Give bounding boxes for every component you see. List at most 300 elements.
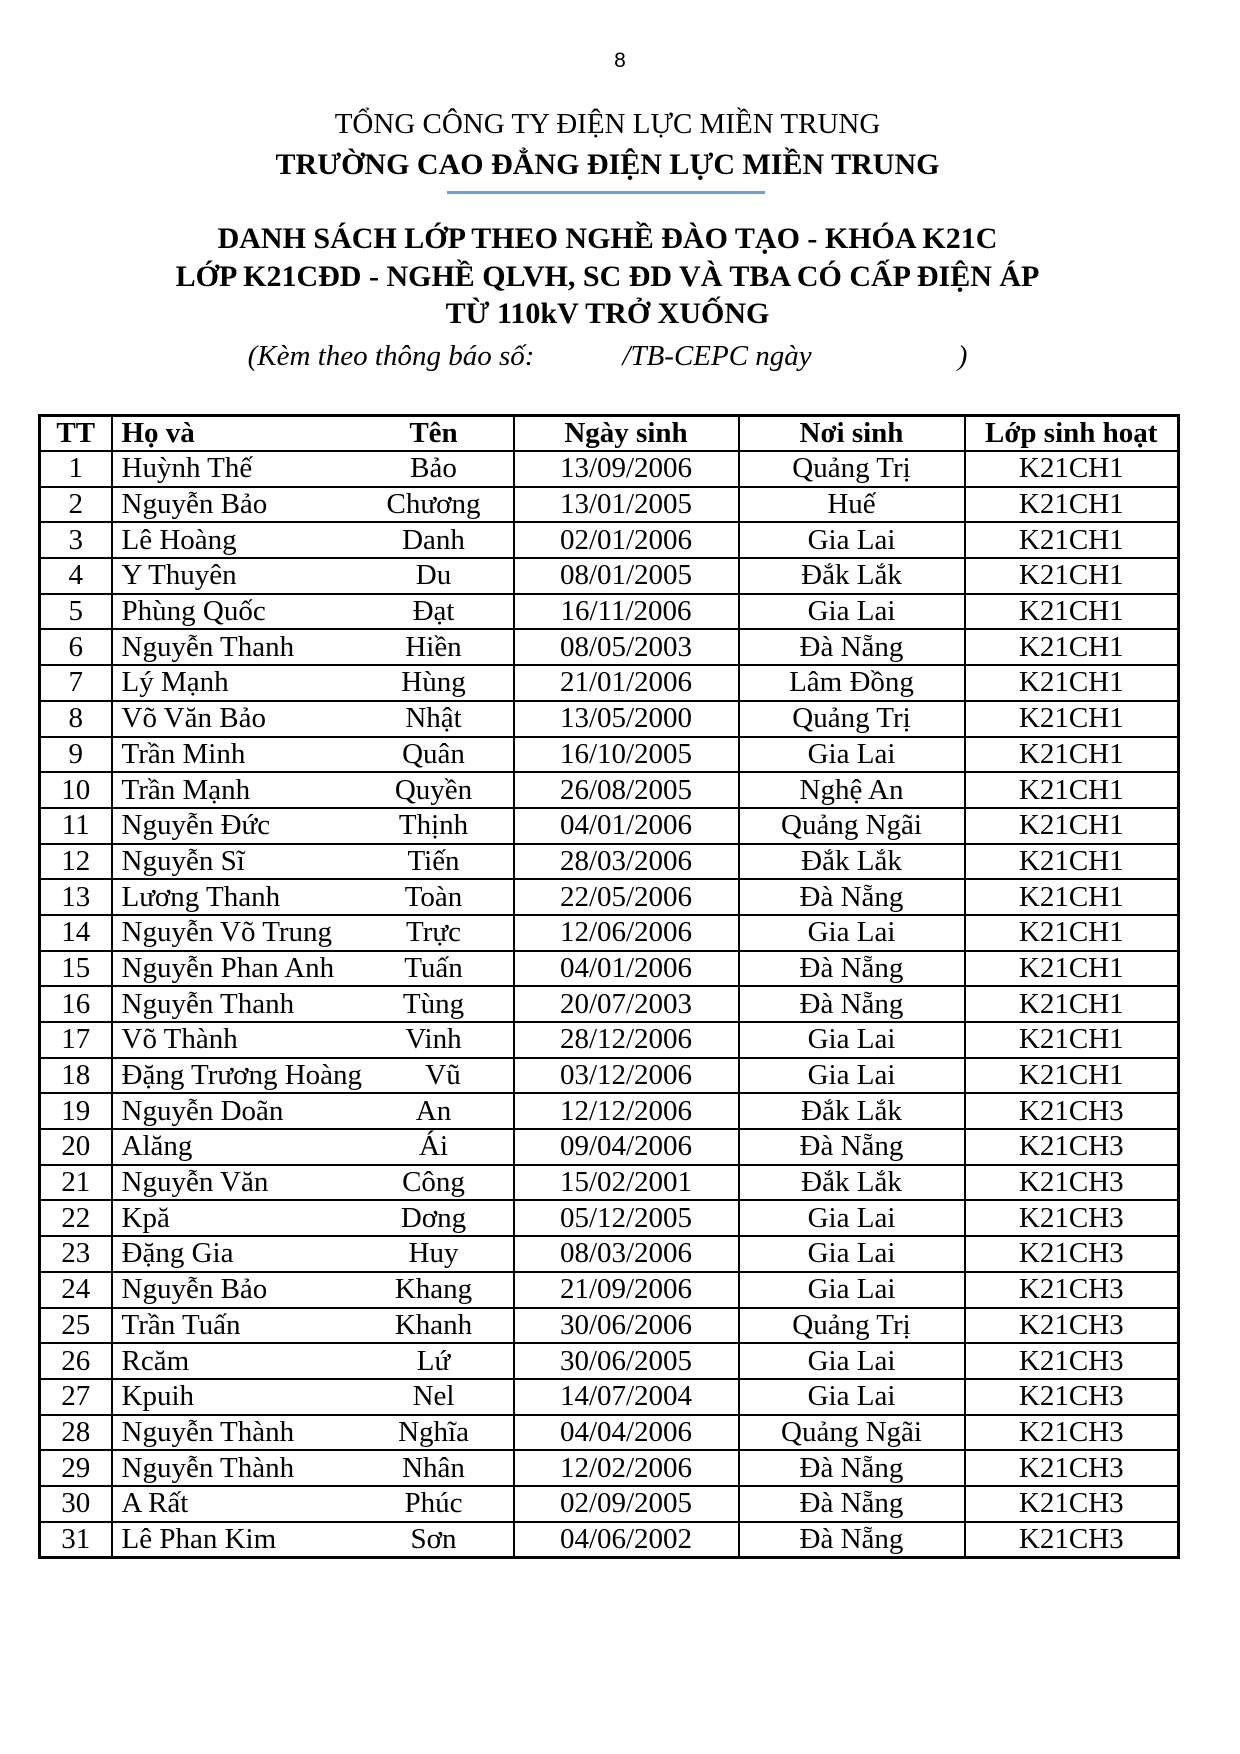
family-name: Võ Văn Bảo [121,702,266,735]
cell-name [112,951,514,987]
cell-class: K21CH3 [965,1200,1179,1236]
given-name: Vinh [405,1023,462,1056]
table-row [40,1522,1179,1558]
table-row [40,1022,1179,1058]
name-wrap [113,988,513,1021]
given-name: Nhật [405,702,462,735]
table-row [40,451,1179,487]
cell-dob: 08/03/2006 [514,1236,739,1272]
name-wrap [113,952,513,985]
name-wrap [113,845,513,878]
cell-tt: 22 [40,1200,112,1236]
cell-dob: 30/06/2006 [514,1308,739,1344]
cell-class: K21CH3 [965,1486,1179,1522]
cell-name [112,844,514,880]
family-name: Đặng Gia [121,1237,234,1270]
cell-pob: Gia Lai [739,1272,965,1308]
family-name: Lê Hoàng [121,523,237,556]
given-name: Quân [402,737,465,770]
cell-pob: Gia Lai [739,1022,965,1058]
table-row [40,1486,1179,1522]
cell-tt: 16 [40,986,112,1022]
name-wrap [113,916,513,949]
family-name: Nguyễn Bảo [121,1273,268,1306]
cell-dob: 04/01/2006 [514,951,739,987]
cell-tt: 25 [40,1308,112,1344]
cell-tt: 3 [40,522,112,558]
table-row [40,1200,1179,1236]
cell-dob: 08/01/2005 [514,558,739,594]
name-wrap [113,1059,513,1092]
given-name: Khanh [394,1308,473,1341]
header-family-name: Họ và [121,417,195,449]
header-tt: TT [40,416,112,452]
cell-dob: 20/07/2003 [514,986,739,1022]
title-line-2: LỚP K21CĐD - NGHỀ QLVH, SC ĐD VÀ TBA CÓ CẤP ĐIỆN ÁP [175,259,1040,293]
name-wrap [113,1309,513,1342]
cell-pob: Đà Nẵng [739,1450,965,1486]
cell-dob: 21/01/2006 [514,665,739,701]
cell-name [112,808,514,844]
given-name: Chương [386,488,481,521]
table-row [40,951,1179,987]
cell-name [112,1415,514,1451]
cell-pob: Gia Lai [739,1343,965,1379]
given-name: Sơn [410,1522,457,1555]
table-row [40,737,1179,773]
cell-name [112,487,514,523]
cell-tt: 7 [40,665,112,701]
table-row [40,1450,1179,1486]
family-name: Nguyễn Văn [121,1166,269,1199]
cell-dob: 03/12/2006 [514,1058,739,1094]
given-name: Tùng [402,987,465,1020]
given-name: Đạt [412,595,455,628]
cell-class: K21CH3 [965,1236,1179,1272]
cell-dob: 28/03/2006 [514,844,739,880]
cell-dob: 16/11/2006 [514,594,739,630]
given-name: Tuấn [404,951,463,984]
table-row [40,1308,1179,1344]
family-name: Trần Mạnh [121,773,251,806]
given-name: Trực [406,916,461,949]
name-wrap [113,524,513,557]
cell-tt: 8 [40,701,112,737]
cell-name [112,772,514,808]
cell-name [112,1450,514,1486]
table-row [40,1058,1179,1094]
name-wrap [113,774,513,807]
cell-name [112,1093,514,1129]
student-table [38,414,1180,1559]
cell-class: K21CH3 [965,1379,1179,1415]
table-row [40,1236,1179,1272]
attachment-note-suffix: ) [957,340,968,372]
cell-pob: Đà Nẵng [739,879,965,915]
cell-class: K21CH3 [965,1308,1179,1344]
cell-name [112,522,514,558]
name-wrap [113,1380,513,1413]
cell-class: K21CH3 [965,1129,1179,1165]
cell-dob: 05/12/2005 [514,1200,739,1236]
header-dob: Ngày sinh [514,416,739,452]
family-name: Kpuih [121,1380,194,1413]
given-name: Du [415,559,452,592]
cell-dob: 30/06/2005 [514,1343,739,1379]
cell-name [112,1522,514,1558]
name-wrap [113,738,513,771]
cell-tt: 24 [40,1272,112,1308]
cell-tt: 5 [40,594,112,630]
table-row [40,594,1179,630]
cell-class: K21CH1 [965,665,1179,701]
attachment-note-middle: /TB-CEPC ngày [622,340,812,372]
cell-name [112,1379,514,1415]
page-number: 8 [614,49,626,72]
cell-tt: 15 [40,951,112,987]
cell-tt: 19 [40,1093,112,1129]
cell-tt: 4 [40,558,112,594]
student-table-body [40,451,1179,1557]
name-wrap [113,631,513,664]
given-name: Tiến [407,844,460,877]
given-name: Dơng [400,1201,467,1234]
cell-name [112,915,514,951]
cell-pob: Quảng Trị [739,701,965,737]
cell-name [112,1200,514,1236]
family-name: Nguyễn Thanh [121,630,295,663]
cell-name [112,879,514,915]
cell-tt: 2 [40,487,112,523]
cell-name [112,1129,514,1165]
family-name: Đặng Trương Hoàng [121,1059,363,1092]
cell-class: K21CH1 [965,915,1179,951]
school-name: TRƯỜNG CAO ĐẲNG ĐIỆN LỰC MIỀN TRUNG [275,148,940,181]
given-name: Quyền [394,773,473,806]
family-name: Lê Phan Kim [121,1522,277,1555]
name-wrap [113,1345,513,1378]
given-name: An [415,1094,452,1127]
cell-class: K21CH1 [965,701,1179,737]
header-class: Lớp sinh hoạt [965,416,1179,452]
cell-class: K21CH3 [965,1343,1179,1379]
given-name: Công [402,1166,465,1199]
name-wrap [113,1023,513,1056]
table-row [40,1415,1179,1451]
cell-pob: Gia Lai [739,1058,965,1094]
name-wrap [113,1095,513,1128]
cell-pob: Đà Nẵng [739,1129,965,1165]
cell-name [112,1343,514,1379]
table-row [40,558,1179,594]
cell-class: K21CH1 [965,1058,1179,1094]
table-row [40,808,1179,844]
given-name: Toàn [404,880,463,913]
name-wrap [113,1487,513,1520]
cell-tt: 9 [40,737,112,773]
given-name: Nhân [402,1451,465,1484]
student-table-header [40,416,1179,452]
given-name: Lứ [416,1344,451,1377]
family-name: Alăng [121,1130,193,1163]
cell-class: K21CH3 [965,1415,1179,1451]
cell-name [112,558,514,594]
cell-class: K21CH3 [965,1522,1179,1558]
cell-class: K21CH1 [965,951,1179,987]
header-pob: Nơi sinh [739,416,965,452]
title-line-3: TỪ 110kV TRỞ XUỐNG [445,297,770,330]
cell-class: K21CH3 [965,1450,1179,1486]
cell-pob: Đà Nẵng [739,629,965,665]
cell-name [112,986,514,1022]
cell-dob: 12/06/2006 [514,915,739,951]
cell-name [112,1272,514,1308]
table-row [40,844,1179,880]
cell-name [112,1236,514,1272]
family-name: Nguyễn Võ Trung [121,916,333,949]
cell-class: K21CH1 [965,487,1179,523]
cell-tt: 21 [40,1165,112,1201]
cell-dob: 13/05/2000 [514,701,739,737]
name-wrap [113,1202,513,1235]
header-name [112,416,514,452]
cell-tt: 28 [40,1415,112,1451]
cell-tt: 29 [40,1450,112,1486]
cell-class: K21CH1 [965,772,1179,808]
cell-pob: Nghệ An [739,772,965,808]
cell-class: K21CH3 [965,1093,1179,1129]
cell-class: K21CH3 [965,1272,1179,1308]
cell-tt: 30 [40,1486,112,1522]
name-wrap [113,1237,513,1270]
name-wrap [113,666,513,699]
family-name: Nguyễn Đức [121,809,271,842]
header-row [40,416,1179,452]
name-wrap [113,881,513,914]
cell-dob: 13/09/2006 [514,451,739,487]
document-title [38,220,1177,333]
name-wrap [113,595,513,628]
cell-dob: 08/05/2003 [514,629,739,665]
cell-pob: Quảng Ngãi [739,808,965,844]
name-wrap [113,702,513,735]
cell-tt: 11 [40,808,112,844]
cell-pob: Đắk Lắk [739,1165,965,1201]
cell-dob: 16/10/2005 [514,737,739,773]
table-row [40,1272,1179,1308]
family-name: Trần Tuấn [121,1308,241,1341]
cell-pob: Đà Nẵng [739,951,965,987]
cell-class: K21CH1 [965,879,1179,915]
cell-dob: 04/06/2002 [514,1522,739,1558]
cell-dob: 09/04/2006 [514,1129,739,1165]
family-name: A Rất [121,1487,189,1520]
cell-class: K21CH1 [965,522,1179,558]
given-name: Phúc [404,1487,463,1520]
given-name: Vũ [425,1059,461,1092]
cell-name [112,1058,514,1094]
table-row [40,772,1179,808]
cell-tt: 20 [40,1129,112,1165]
cell-dob: 02/09/2005 [514,1486,739,1522]
family-name: Kpă [121,1201,170,1234]
cell-class: K21CH1 [965,629,1179,665]
cell-name [112,629,514,665]
cell-name [112,1165,514,1201]
given-name: Khang [394,1273,473,1306]
family-name: Huỳnh Thế [121,452,253,485]
family-name: Rcăm [121,1344,190,1377]
cell-name [112,1022,514,1058]
name-wrap [113,1130,513,1163]
name-wrap [113,1166,513,1199]
cell-class: K21CH1 [965,808,1179,844]
table-row [40,1165,1179,1201]
cell-name [112,737,514,773]
cell-tt: 13 [40,879,112,915]
cell-pob: Gia Lai [739,1379,965,1415]
cell-class: K21CH3 [965,1165,1179,1201]
cell-tt: 18 [40,1058,112,1094]
cell-pob: Đà Nẵng [739,1522,965,1558]
school-name-underline [447,191,765,194]
cell-tt: 1 [40,451,112,487]
cell-dob: 15/02/2001 [514,1165,739,1201]
cell-pob: Đắk Lắk [739,558,965,594]
cell-pob: Gia Lai [739,1200,965,1236]
table-row [40,1379,1179,1415]
cell-class: K21CH1 [965,594,1179,630]
table-row [40,1129,1179,1165]
given-name: Hùng [401,666,466,699]
table-row [40,915,1179,951]
cell-pob: Lâm Đồng [739,665,965,701]
cell-dob: 26/08/2005 [514,772,739,808]
cell-name [112,1308,514,1344]
cell-name [112,701,514,737]
family-name: Nguyễn Thanh [121,987,295,1020]
table-row [40,1093,1179,1129]
cell-tt: 23 [40,1236,112,1272]
family-name: Nguyễn Phan Anh [121,951,335,984]
family-name: Nguyễn Doãn [121,1094,284,1127]
cell-class: K21CH1 [965,558,1179,594]
cell-dob: 14/07/2004 [514,1379,739,1415]
family-name: Võ Thành [121,1023,238,1056]
name-wrap [113,1273,513,1306]
cell-pob: Gia Lai [739,915,965,951]
table-row [40,665,1179,701]
given-name: Huy [408,1237,459,1270]
cell-pob: Quảng Trị [739,451,965,487]
cell-tt: 14 [40,915,112,951]
given-name: Nghĩa [398,1415,469,1448]
attachment-note [38,339,1177,373]
given-name: Danh [402,523,465,556]
name-wrap [113,1416,513,1449]
organization-name: TỔNG CÔNG TY ĐIỆN LỰC MIỀN TRUNG [334,108,881,140]
cell-dob: 12/12/2006 [514,1093,739,1129]
header-given-name: Tên [409,417,458,449]
cell-tt: 17 [40,1022,112,1058]
cell-class: K21CH1 [965,737,1179,773]
family-name: Nguyễn Thành [121,1415,295,1448]
table-row [40,629,1179,665]
table-row [40,879,1179,915]
table-row [40,1343,1179,1379]
cell-tt: 26 [40,1343,112,1379]
family-name: Lương Thanh [121,880,281,913]
cell-pob: Đà Nẵng [739,986,965,1022]
cell-dob: 28/12/2006 [514,1022,739,1058]
cell-class: K21CH1 [965,1022,1179,1058]
table-row [40,487,1179,523]
cell-tt: 31 [40,1522,112,1558]
cell-pob: Đắk Lắk [739,844,965,880]
cell-pob: Huế [739,487,965,523]
cell-pob: Quảng Ngãi [739,1415,965,1451]
name-wrap [113,452,513,485]
cell-tt: 12 [40,844,112,880]
table-row [40,701,1179,737]
title-line-1: DANH SÁCH LỚP THEO NGHỀ ĐÀO TẠO - KHÓA K21C [217,222,998,255]
family-name: Lý Mạnh [121,666,229,699]
cell-dob: 22/05/2006 [514,879,739,915]
cell-dob: 04/01/2006 [514,808,739,844]
cell-class: K21CH1 [965,844,1179,880]
cell-dob: 12/02/2006 [514,1450,739,1486]
given-name: Hiền [405,630,462,663]
cell-dob: 02/01/2006 [514,522,739,558]
family-name: Trần Minh [121,737,246,770]
family-name: Phùng Quốc [121,595,266,628]
name-wrap [113,809,513,842]
cell-tt: 27 [40,1379,112,1415]
name-wrap [113,1523,513,1556]
cell-tt: 10 [40,772,112,808]
cell-pob: Quảng Trị [739,1308,965,1344]
cell-pob: Gia Lai [739,1236,965,1272]
cell-name [112,1486,514,1522]
cell-tt: 6 [40,629,112,665]
name-wrap [113,559,513,592]
cell-pob: Đà Nẵng [739,1486,965,1522]
table-row [40,986,1179,1022]
given-name: Thịnh [398,809,469,842]
cell-dob: 04/04/2006 [514,1415,739,1451]
cell-dob: 21/09/2006 [514,1272,739,1308]
attachment-note-prefix: (Kèm theo thông báo số: [247,340,535,372]
family-name: Y Thuyên [121,559,237,592]
family-name: Nguyễn Sĩ [121,844,245,877]
cell-pob: Gia Lai [739,522,965,558]
given-name: Ái [419,1130,448,1163]
cell-dob: 13/01/2005 [514,487,739,523]
cell-class: K21CH1 [965,451,1179,487]
given-name: Nel [412,1380,455,1413]
cell-pob: Gia Lai [739,594,965,630]
given-name: Bảo [410,452,457,485]
cell-pob: Gia Lai [739,737,965,773]
family-name: Nguyễn Bảo [121,488,268,521]
header-name-wrap [113,417,513,450]
name-wrap [113,1452,513,1485]
cell-name [112,665,514,701]
cell-name [112,451,514,487]
family-name: Nguyễn Thành [121,1451,295,1484]
cell-class: K21CH1 [965,986,1179,1022]
table-row [40,522,1179,558]
